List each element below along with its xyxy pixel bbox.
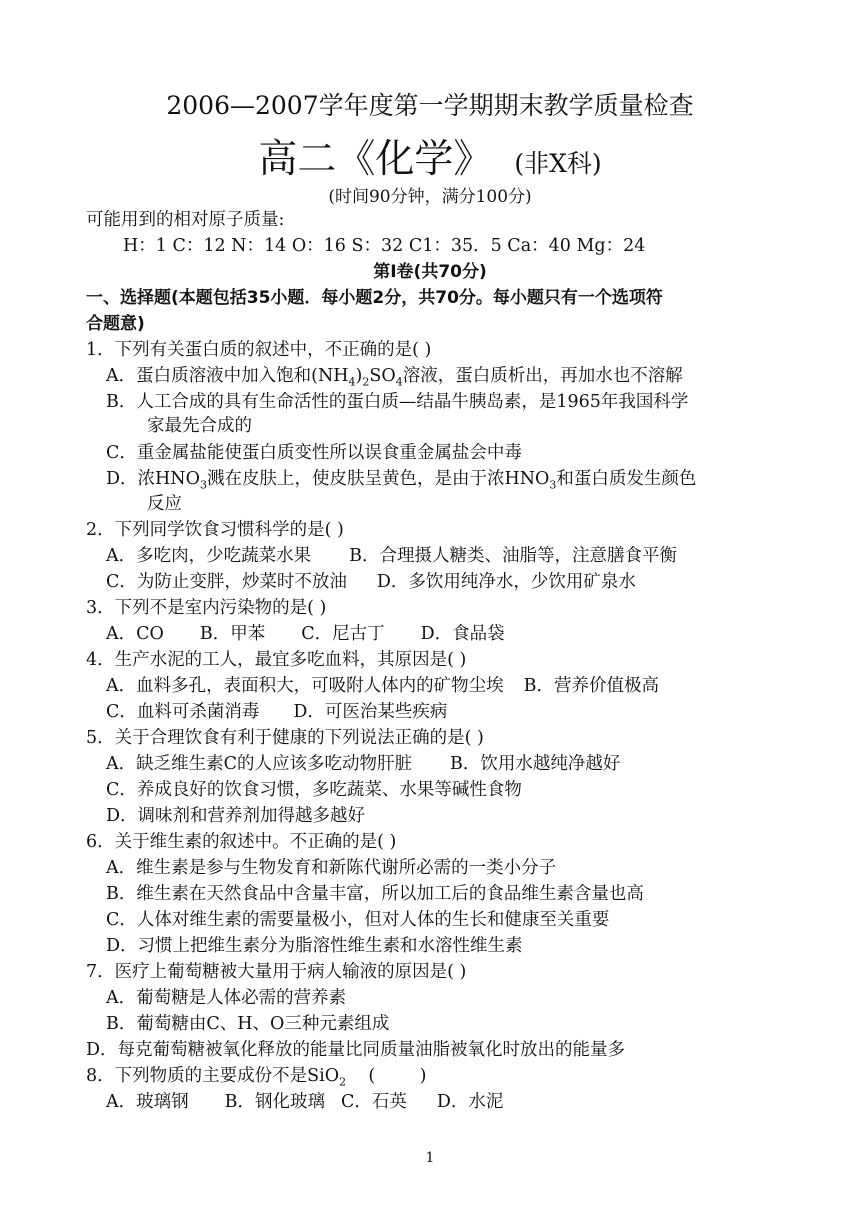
question-2-option-b: B．合理摄人糖类、油脂等，注意膳食平衡 xyxy=(349,546,677,566)
atomic-mass-values: H：1 C：12 N：14 O：16 S：32 C1：35．5 Ca：40 Mg：24 xyxy=(123,236,646,256)
question-8-option-c: C．石英 xyxy=(341,1092,407,1112)
question-1-option-d: D．浓$HNO_3$溅在皮肤上，使皮肤呈黄色，是由于浓$HNO_3$和蛋白质发生颜色 xyxy=(106,469,697,492)
question-3-option-d: D．食品袋 xyxy=(420,624,505,644)
question-2-option-a: A．多吃肉，少吃蔬菜水果 xyxy=(106,546,312,566)
question-3-option-a: A．CO xyxy=(106,624,164,644)
question-4-option-a: A．血料多孔，表面积大，可吸附人体内的矿物尘埃 xyxy=(106,676,504,696)
question-6-option-b: B．维生素在天然食品中含量丰富，所以加工后的食品维生素含量也高 xyxy=(106,884,644,904)
question-8-option-a: A．玻璃钢 xyxy=(106,1092,189,1112)
question-2-stem: 2．下列同学饮食习惯科学的是( ) xyxy=(86,520,344,540)
question-2-options-cd xyxy=(106,570,636,594)
section-title: 第Ⅰ卷(共70分) xyxy=(373,262,487,282)
question-1-option-b-cont: 家最先合成的 xyxy=(147,416,252,436)
time-note: (时间90分钟，满分100分) xyxy=(328,187,532,207)
question-6-stem: 6．关于维生素的叙述中。不正确的是( ) xyxy=(86,832,397,852)
section-instructions-line1: 一、选择题(本题包括35小题．每小题2分，共70分。每小题只有一个选项符 xyxy=(86,288,663,308)
question-4-options-ab xyxy=(106,674,659,698)
question-2-options-ab xyxy=(106,544,677,568)
question-5-option-b: B．饮用水越纯净越好 xyxy=(450,754,621,774)
question-8-stem: 8．下列物质的主要成份不是SiO$_2$ ( ) xyxy=(86,1066,427,1089)
page-number: 1 xyxy=(425,1150,435,1166)
question-4-stem: 4．生产水泥的工人，最宜多吃血料，其原因是( ) xyxy=(86,650,467,670)
question-1-option-b: B．人工合成的具有生命活性的蛋白质—结晶牛胰岛素，是1965年我国科学 xyxy=(106,392,689,412)
question-8-option-b: B．钢化玻璃 xyxy=(224,1092,326,1112)
question-3-stem: 3．下列不是室内污染物的是( ) xyxy=(86,598,327,618)
question-6-option-a: A．维生素是参与生物发育和新陈代谢所必需的一类小分子 xyxy=(106,858,557,878)
question-5-options-ab xyxy=(106,752,620,776)
question-5-option-c: C．养成良好的饮食习惯，多吃蔬菜、水果等碱性食物 xyxy=(106,780,522,800)
question-4-option-c: C．血料可杀菌消毒 xyxy=(106,702,260,722)
question-3-option-b: B．甲苯 xyxy=(199,624,266,644)
subject-note: (非X科) xyxy=(514,149,602,178)
question-2-option-c: C．为防止变胖，炒菜时不放油 xyxy=(106,572,347,592)
question-8-options xyxy=(106,1090,503,1114)
question-7-option-a: A．葡萄糖是人体必需的营养素 xyxy=(106,988,347,1008)
question-7-option-b: B．葡萄糖由C、H、O三种元素组成 xyxy=(106,1014,390,1034)
subject-heading xyxy=(0,128,860,184)
question-4-options-cd xyxy=(106,700,447,724)
question-5-stem: 5．关于合理饮食有利于健康的下列说法正确的是( ) xyxy=(86,728,484,748)
question-6-option-c: C．人体对维生素的需要量极小，但对人体的生长和健康至关重要 xyxy=(106,910,610,930)
question-7-option-d: D．每克葡萄糖被氧化释放的能量比同质量油脂被氧化时放出的能量多 xyxy=(86,1040,626,1060)
question-5-option-a: A．缺乏维生素C的人应该多吃动物肝脏 xyxy=(106,754,413,774)
section-instructions-line2: 合题意) xyxy=(86,314,145,334)
question-3-option-c: C．尼古丁 xyxy=(301,624,385,644)
question-3-options xyxy=(106,622,505,646)
question-1-option-a: A．蛋白质溶液中加入饱和$(NH_4)_2SO_4$溶液，蛋白质析出，再加水也不溶解 xyxy=(106,366,683,389)
question-6-option-d: D．习惯上把维生素分为脂溶性维生素和水溶性维生素 xyxy=(106,936,523,956)
question-8-option-d: D．水泥 xyxy=(436,1092,504,1112)
exam-title: 2006—2007学年度第一学期期末教学质量检查 xyxy=(166,91,694,120)
subject-name: 高二《化学》 xyxy=(258,137,493,182)
question-2-option-d: D．多饮用纯净水，少饮用矿泉水 xyxy=(376,572,636,592)
question-1-stem: 1．下列有关蛋白质的叙述中，不正确的是( ) xyxy=(86,340,432,360)
question-4-option-d: D．可医治某些疾病 xyxy=(293,702,448,722)
question-4-option-b: B．营养价值极高 xyxy=(523,676,660,696)
atomic-mass-label: 可能用到的相对原子质量: xyxy=(86,210,285,230)
question-1-option-c: C．重金属盐能使蛋白质变性所以误食重金属盐会中毒 xyxy=(106,443,522,463)
question-1-option-d-cont: 反应 xyxy=(147,494,182,514)
question-5-option-d: D．调味剂和营养剂加得越多越好 xyxy=(106,806,366,826)
question-7-stem: 7．医疗上葡萄糖被大量用于病人输液的原因是( ) xyxy=(86,962,467,982)
